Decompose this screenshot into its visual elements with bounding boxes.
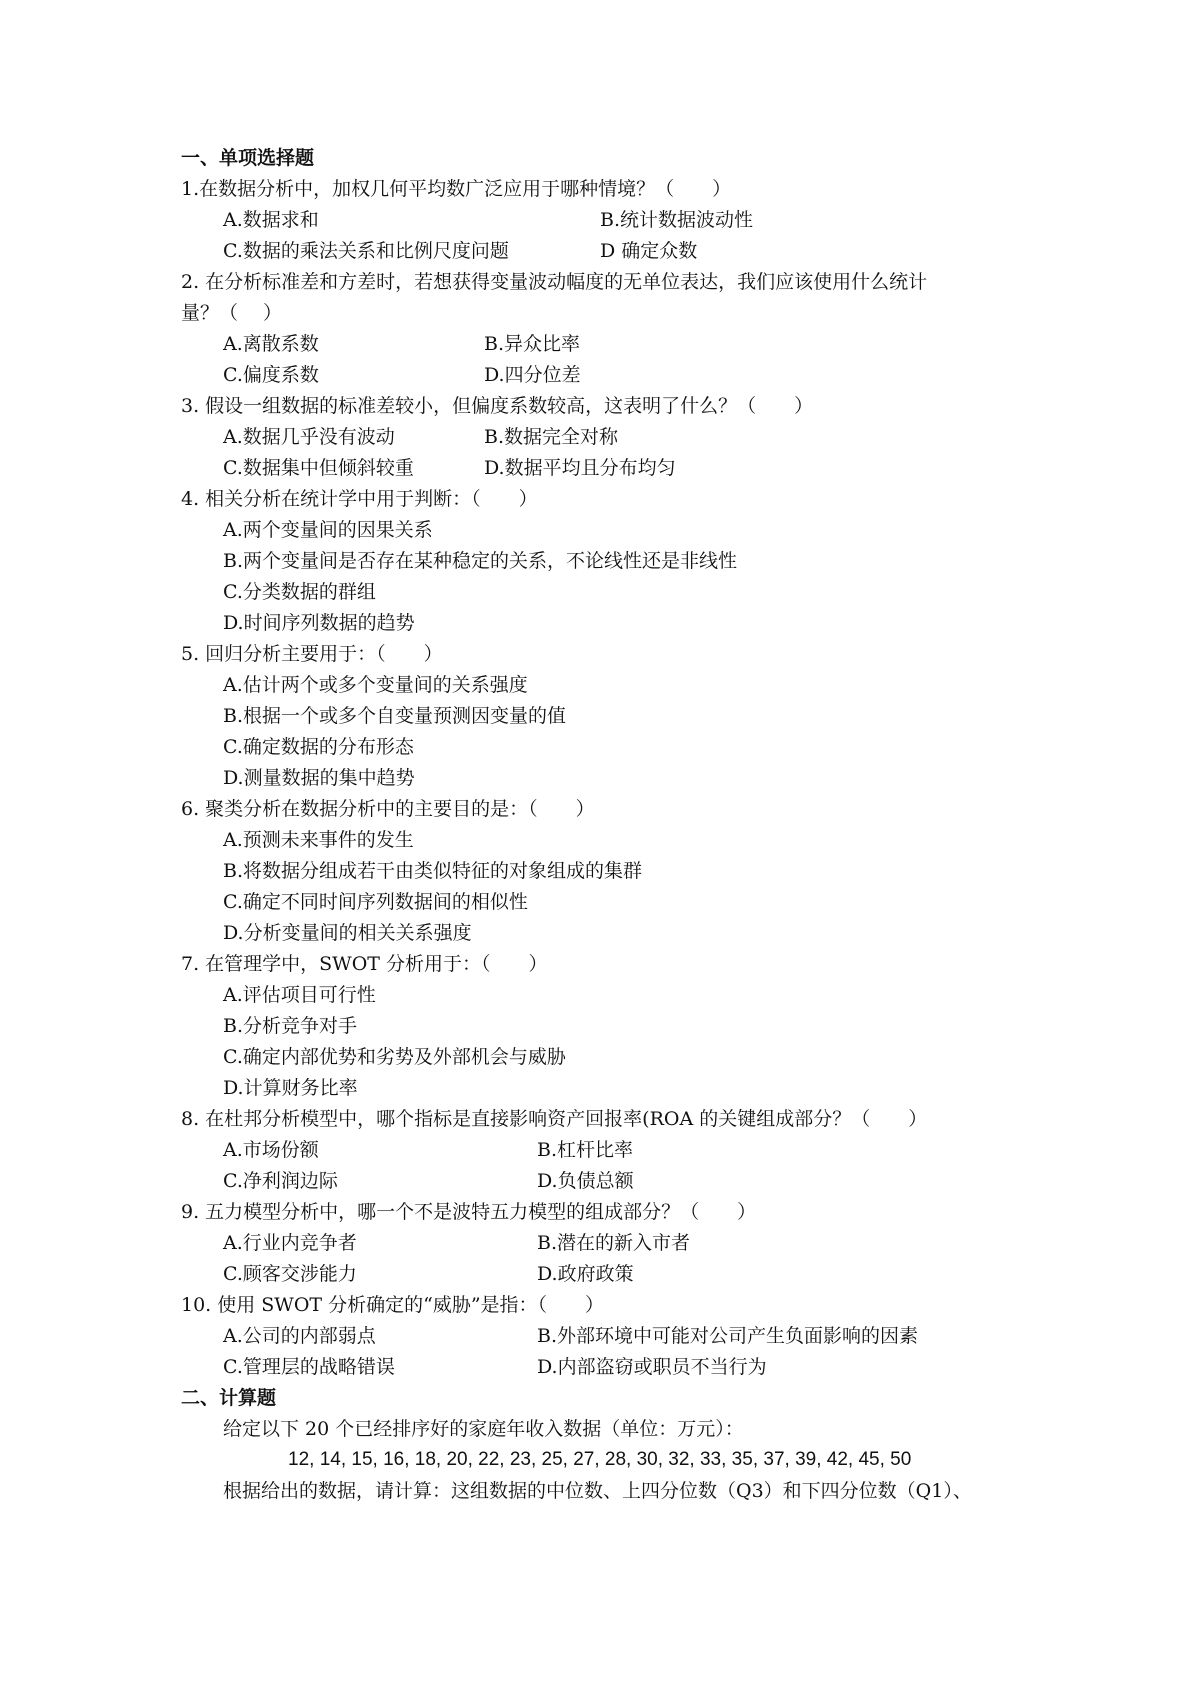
question-3-option-c: C.数据集中但倾斜较重 bbox=[223, 457, 414, 479]
question-7-option-c: C.确定内部优势和劣势及外部机会与威胁 bbox=[223, 1046, 566, 1068]
question-5-option-b: B.根据一个或多个自变量预测因变量的值 bbox=[223, 705, 567, 727]
question-10-option-d: D.内部盗窃或职员不当行为 bbox=[537, 1356, 767, 1378]
question-3-option-a: A.数据几乎没有波动 bbox=[223, 426, 395, 448]
question-4-option-c: C.分类数据的群组 bbox=[223, 581, 376, 603]
question-2-stem-line2: 量？（ ） bbox=[181, 302, 283, 324]
question-6-option-d: D.分析变量间的相关关系强度 bbox=[223, 922, 472, 944]
question-2-stem-line1: 2. 在分析标准差和方差时，若想获得变量波动幅度的无单位表达，我们应该使用什么统计 bbox=[181, 271, 928, 293]
question-5-option-c: C.确定数据的分布形态 bbox=[223, 736, 414, 758]
section-1-title: 一、单项选择题 bbox=[181, 147, 315, 169]
section-2-title: 二、计算题 bbox=[181, 1387, 277, 1409]
calc-intro: 给定以下 20 个已经排序好的家庭年收入数据（单位：万元）： bbox=[223, 1418, 744, 1440]
calc-task: 根据给出的数据，请计算：这组数据的中位数、上四分位数（Q3）和下四分位数（Q1）、 bbox=[223, 1480, 972, 1502]
question-4-option-a: A.两个变量间的因果关系 bbox=[223, 519, 433, 541]
question-6-option-b: B.将数据分组成若干由类似特征的对象组成的集群 bbox=[223, 860, 643, 882]
question-10-option-a: A.公司的内部弱点 bbox=[223, 1325, 376, 1347]
question-7-stem: 7. 在管理学中，SWOT 分析用于：（ ） bbox=[181, 953, 548, 975]
question-2-option-d: D.四分位差 bbox=[484, 364, 581, 386]
question-5-stem: 5. 回归分析主要用于：（ ） bbox=[181, 643, 443, 665]
question-7-option-a: A.评估项目可行性 bbox=[223, 984, 376, 1006]
question-5-option-a: A.估计两个或多个变量间的关系强度 bbox=[223, 674, 528, 696]
question-9-option-d: D.政府政策 bbox=[537, 1263, 634, 1285]
question-6-stem: 6. 聚类分析在数据分析中的主要目的是：（ ） bbox=[181, 798, 595, 820]
question-10-option-c: C.管理层的战略错误 bbox=[223, 1356, 395, 1378]
question-2-option-c: C.偏度系数 bbox=[223, 364, 319, 386]
question-9-option-b: B.潜在的新入市者 bbox=[537, 1232, 691, 1254]
question-2-option-a: A.离散系数 bbox=[223, 333, 319, 355]
question-3-option-b: B.数据完全对称 bbox=[484, 426, 619, 448]
question-1-stem: 1.在数据分析中，加权几何平均数广泛应用于哪种情境？（ ） bbox=[181, 178, 732, 200]
question-1-option-b: B.统计数据波动性 bbox=[600, 209, 754, 231]
question-8-option-a: A.市场份额 bbox=[223, 1139, 319, 1161]
question-3-stem: 3. 假设一组数据的标准差较小，但偏度系数较高，这表明了什么？（ ） bbox=[181, 395, 814, 417]
question-7-option-b: B.分析竞争对手 bbox=[223, 1015, 358, 1037]
question-6-option-a: A.预测未来事件的发生 bbox=[223, 829, 414, 851]
question-7-option-d: D.计算财务比率 bbox=[223, 1077, 358, 1099]
question-10-option-b: B.外部环境中可能对公司产生负面影响的因素 bbox=[537, 1325, 919, 1347]
income-data-numbers: 12, 14, 15, 16, 18, 20, 22, 23, 25, 27, 28, 30, 32, 33, 35, 37, 39, 42, 45, 50 bbox=[288, 1449, 912, 1470]
question-6-option-c: C.确定不同时间序列数据间的相似性 bbox=[223, 891, 528, 913]
question-10-stem: 10. 使用 SWOT 分析确定的“威胁”是指：（ ） bbox=[181, 1294, 605, 1316]
question-5-option-d: D.测量数据的集中趋势 bbox=[223, 767, 415, 789]
question-4-option-d: D.时间序列数据的趋势 bbox=[223, 612, 415, 634]
question-9-stem: 9. 五力模型分析中，哪一个不是波特五力模型的组成部分？（ ） bbox=[181, 1201, 757, 1223]
question-8-option-b: B.杠杆比率 bbox=[537, 1139, 634, 1161]
question-1-option-a: A.数据求和 bbox=[223, 209, 319, 231]
question-2-option-b: B.异众比率 bbox=[484, 333, 581, 355]
question-3-option-d: D.数据平均且分布均匀 bbox=[484, 457, 676, 479]
question-8-option-d: D.负债总额 bbox=[537, 1170, 634, 1192]
question-8-stem: 8. 在杜邦分析模型中，哪个指标是直接影响资产回报率(ROA 的关键组成部分？（ ） bbox=[181, 1108, 928, 1130]
question-4-stem: 4. 相关分析在统计学中用于判断：（ ） bbox=[181, 488, 538, 510]
question-8-option-c: C.净利润边际 bbox=[223, 1170, 338, 1192]
question-9-option-c: C.顾客交涉能力 bbox=[223, 1263, 357, 1285]
question-1-option-d: D 确定众数 bbox=[600, 240, 698, 262]
question-1-option-c: C.数据的乘法关系和比例尺度问题 bbox=[223, 240, 509, 262]
question-9-option-a: A.行业内竞争者 bbox=[223, 1232, 357, 1254]
question-4-option-b: B.两个变量间是否存在某种稳定的关系，不论线性还是非线性 bbox=[223, 550, 738, 572]
